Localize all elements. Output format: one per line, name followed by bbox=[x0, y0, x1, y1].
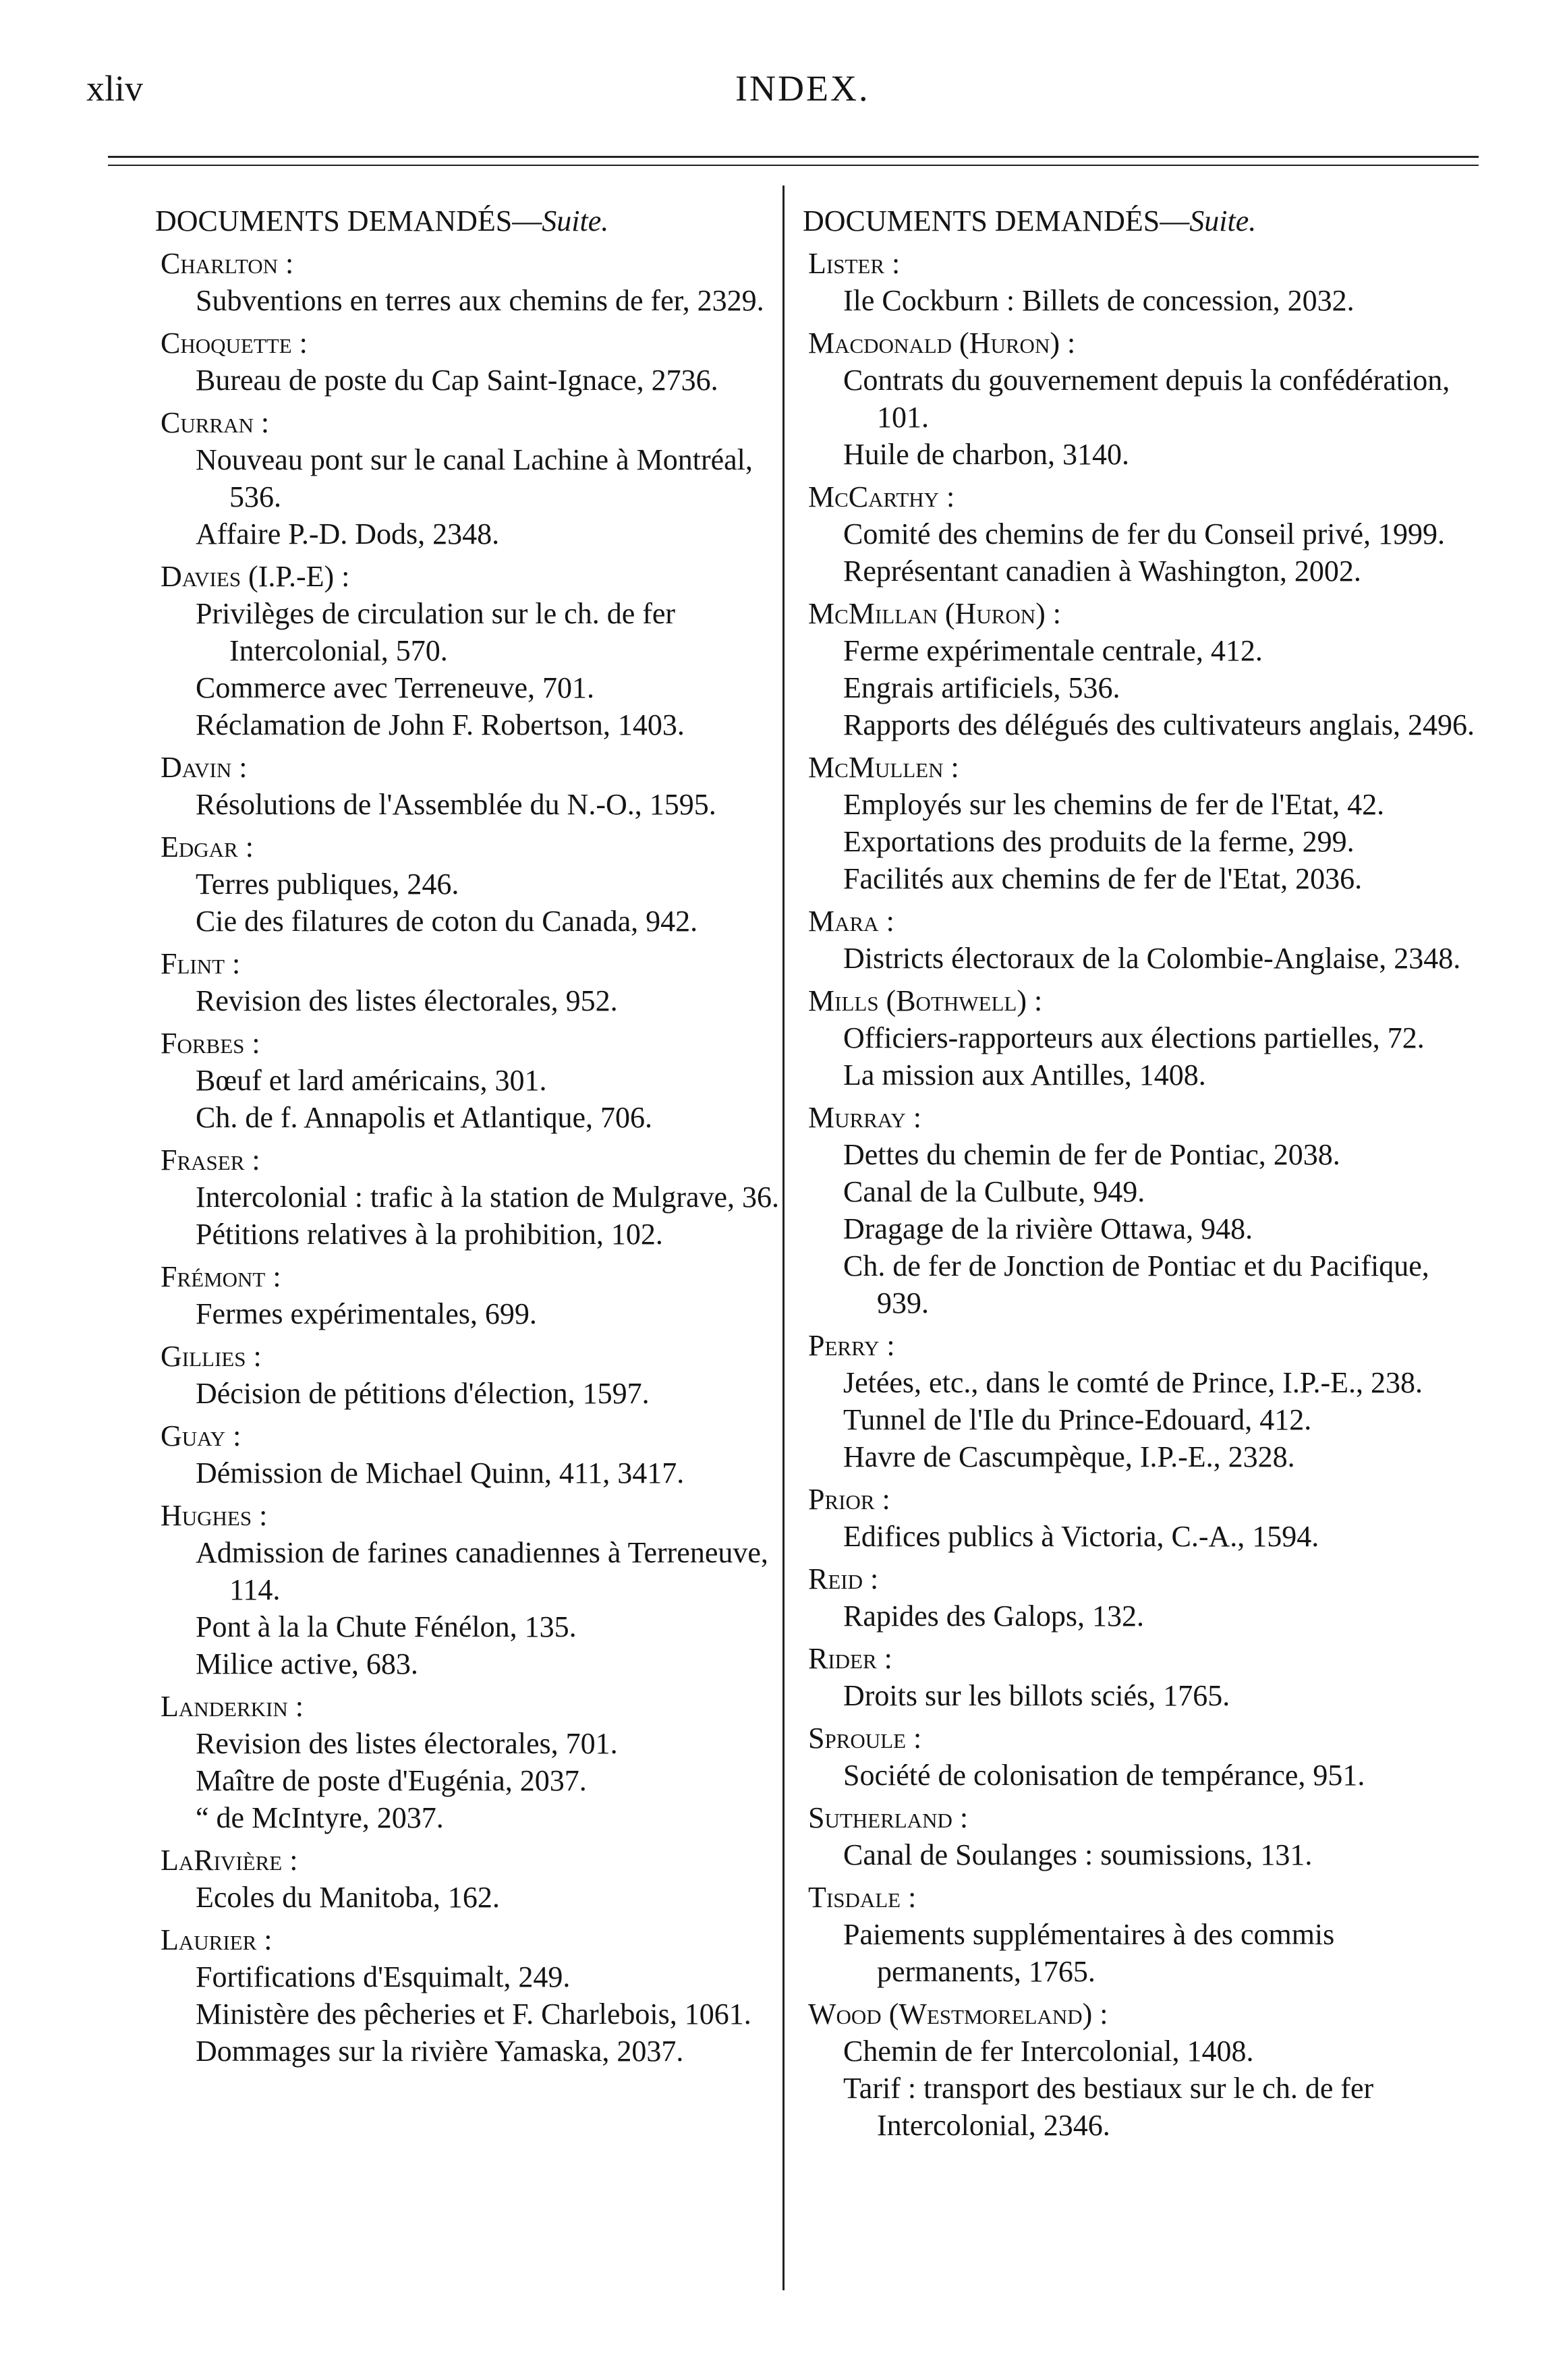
entry-item: Bœuf et lard américains, 301. bbox=[196, 1064, 547, 1097]
index-entry bbox=[155, 1141, 782, 1253]
entry-item: “ de McIntyre, 2037. bbox=[196, 1801, 444, 1834]
entry-item: Huile de charbon, 3140. bbox=[843, 438, 1129, 471]
entry-item: Contrats du gouvernement depuis la confédération, 101. bbox=[843, 364, 1450, 434]
heading-suffix: Suite. bbox=[542, 204, 609, 237]
entry-item: Représentant canadien à Washington, 2002. bbox=[843, 555, 1361, 588]
entry-item: Employés sur les chemins de fer de l'Etat, 42. bbox=[843, 788, 1385, 821]
entry-name: Tisdale : bbox=[808, 1881, 917, 1914]
entry-item: Réclamation de John F. Robertson, 1403. bbox=[196, 708, 685, 741]
column-heading bbox=[803, 202, 1477, 239]
entry-name: Curran : bbox=[161, 406, 270, 439]
entry-item: Intercolonial : trafic à la station de Mulgrave, 36. bbox=[196, 1181, 780, 1214]
page-number: xliv bbox=[86, 68, 144, 109]
entry-name: Reid : bbox=[808, 1562, 879, 1595]
entry-item: Fortifications d'Esquimalt, 249. bbox=[196, 1960, 571, 1993]
index-entry bbox=[155, 828, 782, 940]
entry-item: Dommages sur la rivière Yamaska, 2037. bbox=[196, 2035, 684, 2068]
index-entry bbox=[155, 1921, 782, 2070]
entry-item: Canal de la Culbute, 949. bbox=[843, 1175, 1145, 1208]
entry-item: Revision des listes électorales, 701. bbox=[196, 1727, 618, 1760]
entry-item: Résolutions de l'Assemblée du N.-O., 1595. bbox=[196, 788, 716, 821]
entry-name: Macdonald (Huron) : bbox=[808, 327, 1076, 360]
entry-item: Dragage de la rivière Ottawa, 948. bbox=[843, 1212, 1253, 1245]
index-entry bbox=[155, 1497, 782, 1682]
index-entry bbox=[155, 324, 782, 399]
entry-item: Pétitions relatives à la prohibition, 102. bbox=[196, 1218, 663, 1251]
entry-item: Tunnel de l'Ile du Prince-Edouard, 412. bbox=[843, 1403, 1312, 1436]
entry-item: Subventions en terres aux chemins de fer, 2329. bbox=[196, 284, 764, 317]
entry-item: Ch. de fer de Jonction de Pontiac et du Pacifique, 939. bbox=[843, 1249, 1429, 1320]
heading-suffix: Suite. bbox=[1189, 204, 1257, 237]
entry-name: Lister : bbox=[808, 247, 901, 280]
index-entry bbox=[803, 478, 1477, 590]
entry-name: Perry : bbox=[808, 1329, 895, 1362]
entry-name: Laurier : bbox=[161, 1923, 273, 1956]
index-entry bbox=[155, 1417, 782, 1492]
index-entry bbox=[803, 1640, 1477, 1714]
entry-item: Bureau de poste du Cap Saint-Ignace, 2736. bbox=[196, 364, 718, 397]
entry-item: Décision de pétitions d'élection, 1597. bbox=[196, 1377, 650, 1410]
entry-name: Davies (I.P.-E) : bbox=[161, 560, 350, 593]
entry-item: Milice active, 683. bbox=[196, 1647, 418, 1680]
index-entry bbox=[803, 903, 1477, 977]
index-entry bbox=[803, 1995, 1477, 2144]
entry-item: Ferme expérimentale centrale, 412. bbox=[843, 634, 1263, 667]
entry-name: Rider : bbox=[808, 1642, 892, 1675]
index-entry bbox=[155, 1025, 782, 1136]
entry-name: Frémont : bbox=[161, 1260, 281, 1293]
entry-name: Gillies : bbox=[161, 1340, 262, 1373]
entry-name: Hughes : bbox=[161, 1499, 268, 1532]
index-entry bbox=[803, 1481, 1477, 1555]
index-entry bbox=[155, 558, 782, 743]
heading-text: DOCUMENTS DEMANDÉS— bbox=[155, 204, 542, 237]
index-entry bbox=[155, 1842, 782, 1916]
entry-name: McMullen : bbox=[808, 751, 959, 784]
header-rule-top bbox=[108, 156, 1479, 158]
entry-item: Fermes expérimentales, 699. bbox=[196, 1297, 537, 1330]
entry-item: Districts électoraux de la Colombie-Anglaise, 2348. bbox=[843, 942, 1461, 975]
entry-item: Ecoles du Manitoba, 162. bbox=[196, 1881, 500, 1914]
index-entry bbox=[155, 749, 782, 823]
entry-name: Sproule : bbox=[808, 1722, 922, 1755]
entry-item: Terres publiques, 246. bbox=[196, 868, 459, 901]
entry-item: Rapports des délégués des cultivateurs anglais, 2496. bbox=[843, 708, 1475, 741]
index-entry bbox=[803, 1560, 1477, 1635]
index-entry bbox=[803, 1327, 1477, 1475]
entry-item: Engrais artificiels, 536. bbox=[843, 671, 1120, 704]
right-column bbox=[803, 202, 1477, 2144]
index-entry bbox=[803, 595, 1477, 743]
entry-name: Charlton : bbox=[161, 247, 294, 280]
entry-item: Revision des listes électorales, 952. bbox=[196, 984, 618, 1017]
entry-item: Rapides des Galops, 132. bbox=[843, 1599, 1145, 1633]
index-entry bbox=[155, 404, 782, 552]
column-heading bbox=[155, 202, 782, 239]
entry-name: Mills (Bothwell) : bbox=[808, 984, 1043, 1017]
entry-item: Pont à la la Chute Fénélon, 135. bbox=[196, 1610, 577, 1643]
entry-item: Affaire P.-D. Dods, 2348. bbox=[196, 517, 500, 550]
entry-name: Sutherland : bbox=[808, 1801, 969, 1834]
entry-name: Wood (Westmoreland) : bbox=[808, 1998, 1108, 2031]
index-entry bbox=[803, 245, 1477, 319]
index-entry bbox=[803, 982, 1477, 1094]
entry-item: Privilèges de circulation sur le ch. de fer Intercolonial, 570. bbox=[196, 597, 676, 667]
entry-item: Tarif : transport des bestiaux sur le ch. de fer Intercolonial, 2346. bbox=[843, 2072, 1374, 2142]
entry-name: Landerkin : bbox=[161, 1690, 304, 1723]
entry-item: Dettes du chemin de fer de Pontiac, 2038. bbox=[843, 1138, 1340, 1171]
entry-item: Exportations des produits de la ferme, 299. bbox=[843, 825, 1355, 858]
entry-name: Prior : bbox=[808, 1483, 890, 1516]
entry-item: Cie des filatures de coton du Canada, 942. bbox=[196, 905, 698, 938]
entry-item: Havre de Cascumpèque, I.P.-E., 2328. bbox=[843, 1440, 1295, 1473]
entry-item: Officiers-rapporteurs aux élections partielles, 72. bbox=[843, 1021, 1425, 1054]
index-entry bbox=[803, 1099, 1477, 1322]
column-divider bbox=[782, 186, 785, 2290]
index-entry bbox=[803, 749, 1477, 897]
page-title: INDEX. bbox=[735, 68, 870, 109]
entry-name: Guay : bbox=[161, 1419, 241, 1452]
entry-item: Société de colonisation de tempérance, 951. bbox=[843, 1759, 1365, 1792]
entry-item: Canal de Soulanges : soumissions, 131. bbox=[843, 1838, 1313, 1871]
entry-item: La mission aux Antilles, 1408. bbox=[843, 1058, 1206, 1092]
entry-item: Ministère des pêcheries et F. Charlebois, 1061. bbox=[196, 1998, 751, 2031]
index-entry bbox=[155, 245, 782, 319]
entry-item: Chemin de fer Intercolonial, 1408. bbox=[843, 2035, 1254, 2068]
entry-name: Flint : bbox=[161, 947, 241, 980]
entry-item: Paiements supplémentaires à des commis permanents, 1765. bbox=[843, 1918, 1335, 1988]
entry-item: Droits sur les billots sciés, 1765. bbox=[843, 1679, 1230, 1712]
entry-name: Edgar : bbox=[161, 830, 254, 863]
index-entry bbox=[155, 1338, 782, 1412]
entry-item: Nouveau pont sur le canal Lachine à Montréal, 536. bbox=[196, 443, 753, 513]
entry-item: Ile Cockburn : Billets de concession, 2032. bbox=[843, 284, 1355, 317]
index-entry bbox=[803, 1879, 1477, 1990]
entry-name: Fraser : bbox=[161, 1143, 260, 1177]
entry-name: McMillan (Huron) : bbox=[808, 597, 1062, 630]
index-entry bbox=[803, 324, 1477, 473]
index-entry bbox=[155, 1688, 782, 1836]
index-entry bbox=[155, 945, 782, 1019]
entry-item: Maître de poste d'Eugénia, 2037. bbox=[196, 1764, 587, 1797]
entry-item: Commerce avec Terreneuve, 701. bbox=[196, 671, 595, 704]
entry-name: McCarthy : bbox=[808, 480, 955, 513]
entry-item: Facilités aux chemins de fer de l'Etat, 2036. bbox=[843, 862, 1363, 895]
entry-name: Murray : bbox=[808, 1101, 922, 1134]
header-rule-bottom bbox=[108, 165, 1479, 166]
heading-text: DOCUMENTS DEMANDÉS— bbox=[803, 204, 1190, 237]
entry-item: Admission de farines canadiennes à Terreneuve, 114. bbox=[196, 1536, 768, 1606]
entry-item: Démission de Michael Quinn, 411, 3417. bbox=[196, 1456, 685, 1490]
entry-name: Davin : bbox=[161, 751, 248, 784]
entry-name: Choquette : bbox=[161, 327, 308, 360]
entry-name: Forbes : bbox=[161, 1027, 260, 1060]
entry-item: Ch. de f. Annapolis et Atlantique, 706. bbox=[196, 1101, 653, 1134]
index-entry bbox=[803, 1799, 1477, 1873]
entry-item: Jetées, etc., dans le comté de Prince, I.P.-E., 238. bbox=[843, 1366, 1423, 1399]
left-column bbox=[155, 202, 782, 2070]
entry-name: LaRivière : bbox=[161, 1844, 298, 1877]
entry-name: Mara : bbox=[808, 905, 894, 938]
entry-item: Edifices publics à Victoria, C.-A., 1594. bbox=[843, 1520, 1319, 1553]
index-entry bbox=[803, 1720, 1477, 1794]
index-entry bbox=[155, 1258, 782, 1332]
entry-item: Comité des chemins de fer du Conseil privé, 1999. bbox=[843, 517, 1446, 550]
